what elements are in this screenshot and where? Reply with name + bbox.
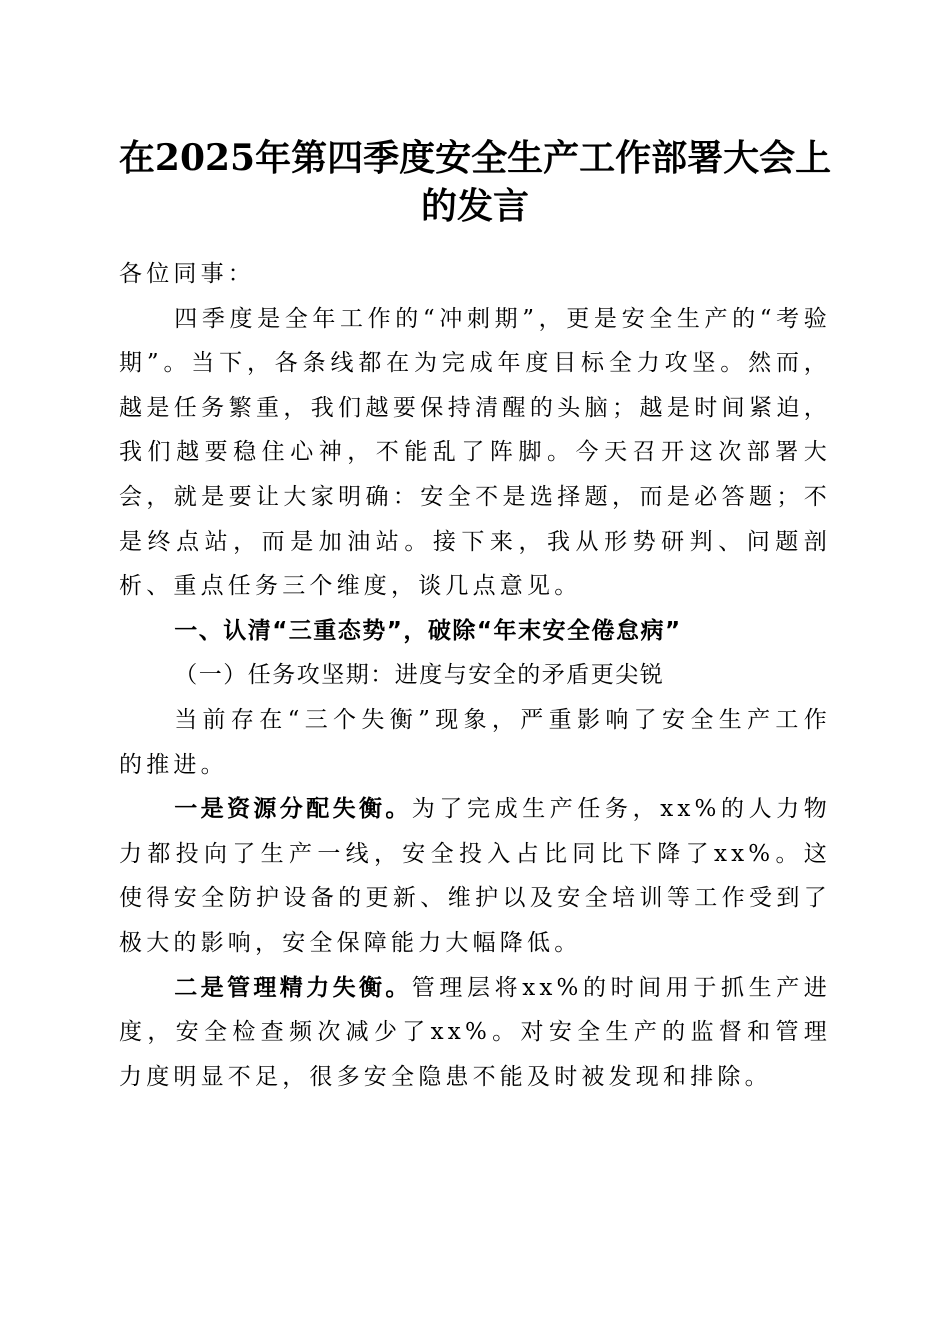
point-2-text: 管理层将xx%的时间用于抓生产进度，安全检查频次减少了xx%。对安全生产的监督和管理力度明显不足，很多安全隐患不能及时被发现和排除。 xyxy=(119,974,832,1090)
title-line-2: 的发言 xyxy=(420,185,529,227)
salutation: 各位同事： xyxy=(119,261,255,287)
point-2-paragraph xyxy=(119,966,831,1100)
document-title xyxy=(118,134,832,230)
document-body xyxy=(119,252,831,1099)
intro-paragraph: 四季度是全年工作的“冲刺期”，更是安全生产的“考验期”。当下，各条线都在为完成年度目标全力攻坚。然而，越是任务繁重，我们越要保持清醒的头脑；越是时间紧迫，我们越要稳住心神，不能乱了阵脚。今天召开这次部署大会，就是要让大家明确：安全不是选择题，而是必答题；不是终点站，而是加油站。接下来，我从形势研判、问题剖析、重点任务三个维度，谈几点意见。 xyxy=(119,305,831,600)
title-line-1: 在2025年第四季度安全生产工作部署大会上 xyxy=(118,137,832,179)
point-2-lead: 二是管理精力失衡。 xyxy=(174,974,412,1001)
current-status-paragraph: 当前存在“三个失衡”现象，严重影响了安全生产工作的推进。 xyxy=(119,706,831,778)
point-1-lead: 一是资源分配失衡。 xyxy=(174,796,412,823)
subsection-heading-1: （一）任务攻坚期：进度与安全的矛盾更尖锐 xyxy=(174,662,665,689)
point-1-paragraph xyxy=(119,787,831,965)
section-heading-1: 一、认清“三重态势”，破除“年末安全倦怠病” xyxy=(174,617,682,644)
point-1-text: 为了完成生产任务，xx%的人力物力都投向了生产一线，安全投入占比同比下降了xx%。这使得安全防护设备的更新、维护以及安全培训等工作受到了极大的影响，安全保障能力大幅降低。 xyxy=(119,796,832,956)
